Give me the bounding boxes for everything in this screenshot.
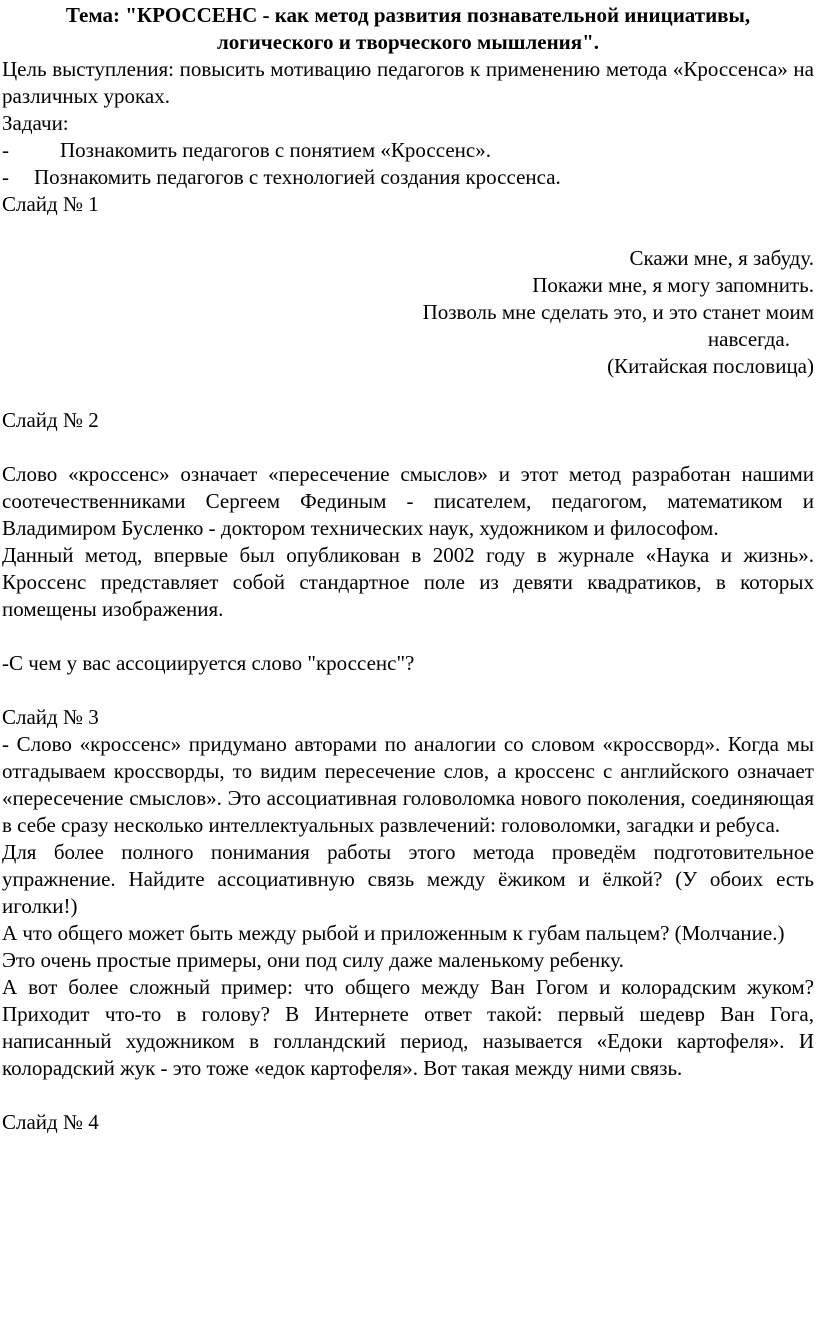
slide3-paragraph-4: Это очень простые примеры, они под силу даже маленькому ребенку.: [2, 948, 624, 972]
slide4-heading: Слайд № 4: [2, 1110, 99, 1134]
slide3-heading: Слайд № 3: [2, 705, 99, 729]
slide3-paragraph-2: Для более полного понимания работы этого метода проведём подготовительное упражнение. Найдите ассоциативную связь между ёжиком и ёлкой? (У обоих есть иголки!): [2, 840, 814, 918]
title-line-1: Тема: "КРОССЕНС - как метод развития познавательной инициативы,: [65, 3, 751, 27]
slide3-paragraph-1: - Слово «кроссенс» придумано авторами по аналогии со словом «кроссворд». Когда мы отгадываем кроссворды, то видим пересечение слов, а кроссенс с английского означает «пересечение смыслов». Это ассоциативная головоломка нового поколения, соединяющая в себе сразу несколько интеллектуальных развлечений: головоломки, загадки и ребуса.: [2, 732, 814, 837]
task-dash: -: [2, 165, 9, 189]
slide3-paragraph-3: А что общего может быть между рыбой и приложенным к губам пальцем? (Молчание.): [2, 921, 785, 945]
quote-line: Скажи мне, я забуду.: [629, 246, 814, 270]
quote-source: (Китайская пословица): [607, 354, 814, 378]
task-text: Познакомить педагогов с понятием «Кроссенс».: [60, 138, 491, 162]
quote-line: навсегда.: [707, 327, 790, 351]
task-item: [2, 137, 814, 164]
quote-line: Позволь мне сделать это, и это станет моим: [422, 300, 814, 324]
slide2-paragraph-2: Данный метод, впервые был опубликован в 2002 году в журнале «Наука и жизнь». Кроссенс представляет собой стандартное поле из девяти квадратиков, в которых помещены изображения.: [2, 543, 814, 621]
task-text: Познакомить педагогов с технологией создания кроссенса.: [34, 165, 561, 189]
slide2-question: -С чем у вас ассоциируется слово "кроссенс"?: [2, 651, 415, 675]
slide3-paragraph-5: А вот более сложный пример: что общего между Ван Гогом и колорадским жуком? Приходит что-то в голову? В Интернете ответ такой: первый шедевр Ван Гога, написанный художником в голландский период, называется «Едоки картофеля». И колорадский жук - это тоже «едок картофеля». Вот такая между ними связь.: [2, 975, 814, 1080]
task-item: [2, 164, 814, 191]
title-line-2: логического и творческого мышления".: [216, 30, 600, 54]
quote-line: Покажи мне, я могу запомнить.: [532, 273, 814, 297]
slide2-paragraph-1: Слово «кроссенс» означает «пересечение смыслов» и этот метод разработан нашими соотечественниками Сергеем Фединым - писателем, педагогом, математиком и Владимиром Бусленко - доктором технических наук, художником и философом.: [2, 462, 814, 540]
goal-paragraph: Цель выступления: повысить мотивацию педагогов к применению метода «Кроссенса» на различных уроках.: [2, 57, 814, 108]
task-dash: -: [2, 138, 9, 162]
tasks-label: Задачи:: [2, 111, 69, 135]
slide2-heading: Слайд № 2: [2, 408, 99, 432]
slide1-heading: Слайд № 1: [2, 192, 99, 216]
